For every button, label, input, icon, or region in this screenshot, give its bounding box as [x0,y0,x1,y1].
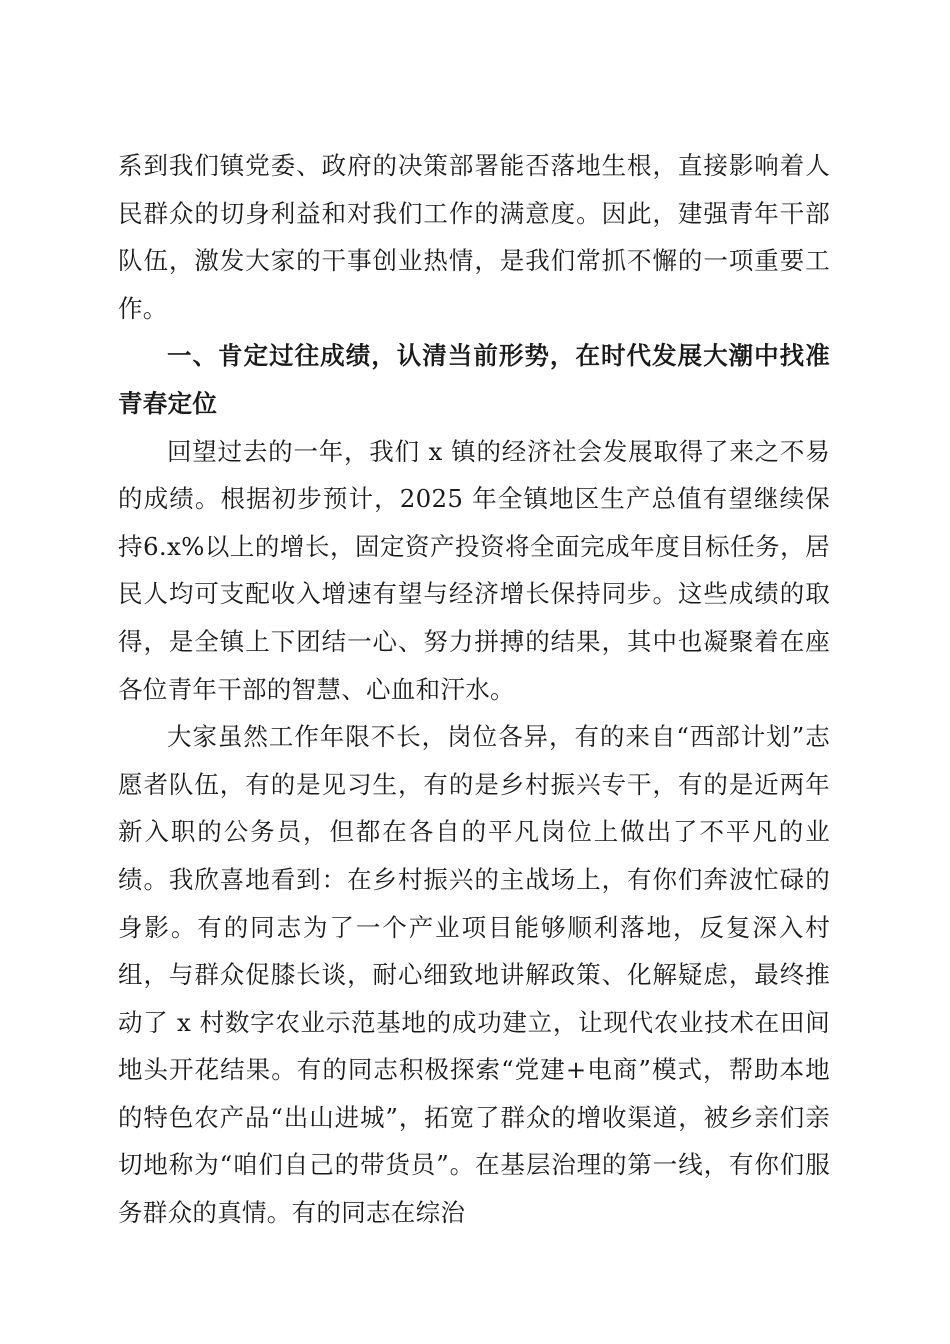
paragraph-continuation: 系到我们镇党委、政府的决策部署能否落地生根，直接影响着人民群众的切身利益和对我们工作的满意度。因此，建强青年干部队伍，激发大家的干事创业热情，是我们常抓不懈的一项重要工作。 [118,151,830,323]
paragraph-young-cadres: 大家虽然工作年限不长，岗位各异，有的来自“西部计划”志愿者队伍，有的是见习生，有的是乡村振兴专干，有的是近两年新入职的公务员，但都在各自的平凡岗位上做出了不平凡的业绩。我欣喜地看到：在乡村振兴的主战场上，有你们奔波忙碌的身影。有的同志为了一个产业项目能够顺利落地，反复深入村组，与群众促膝长谈，耐心细致地讲解政策、化解疑虑，最终推动了 x 村数字农业示范基地的成功建立，让现代农业技术在田间地头开花结果。有的同志积极探索“党建+电商”模式，帮助本地的特色农产品“出山进城”，拓宽了群众的增收渠道，被乡亲们亲切地称为“咱们自己的带货员”。在基层治理的第一线，有你们服务群众的真情。有的同志在综治 [118,722,830,1228]
section-heading: 一、肯定过往成绩，认清当前形势，在时代发展大潮中找准青春定位 [118,341,830,418]
paragraph-achievements: 回望过去的一年，我们 x 镇的经济社会发展取得了来之不易的成绩。根据初步预计，2025 年全镇地区生产总值有望继续保持6.x%以上的增长，固定资产投资将全面完成年度目标任务，居民人均可支配收入增速有望与经济增长保持同步。这些成绩的取得，是全镇上下团结一心、努力拼搏的结果，其中也凝聚着在座各位青年干部的智慧、心血和汗水。 [118,436,830,704]
document-body [118,142,830,1237]
